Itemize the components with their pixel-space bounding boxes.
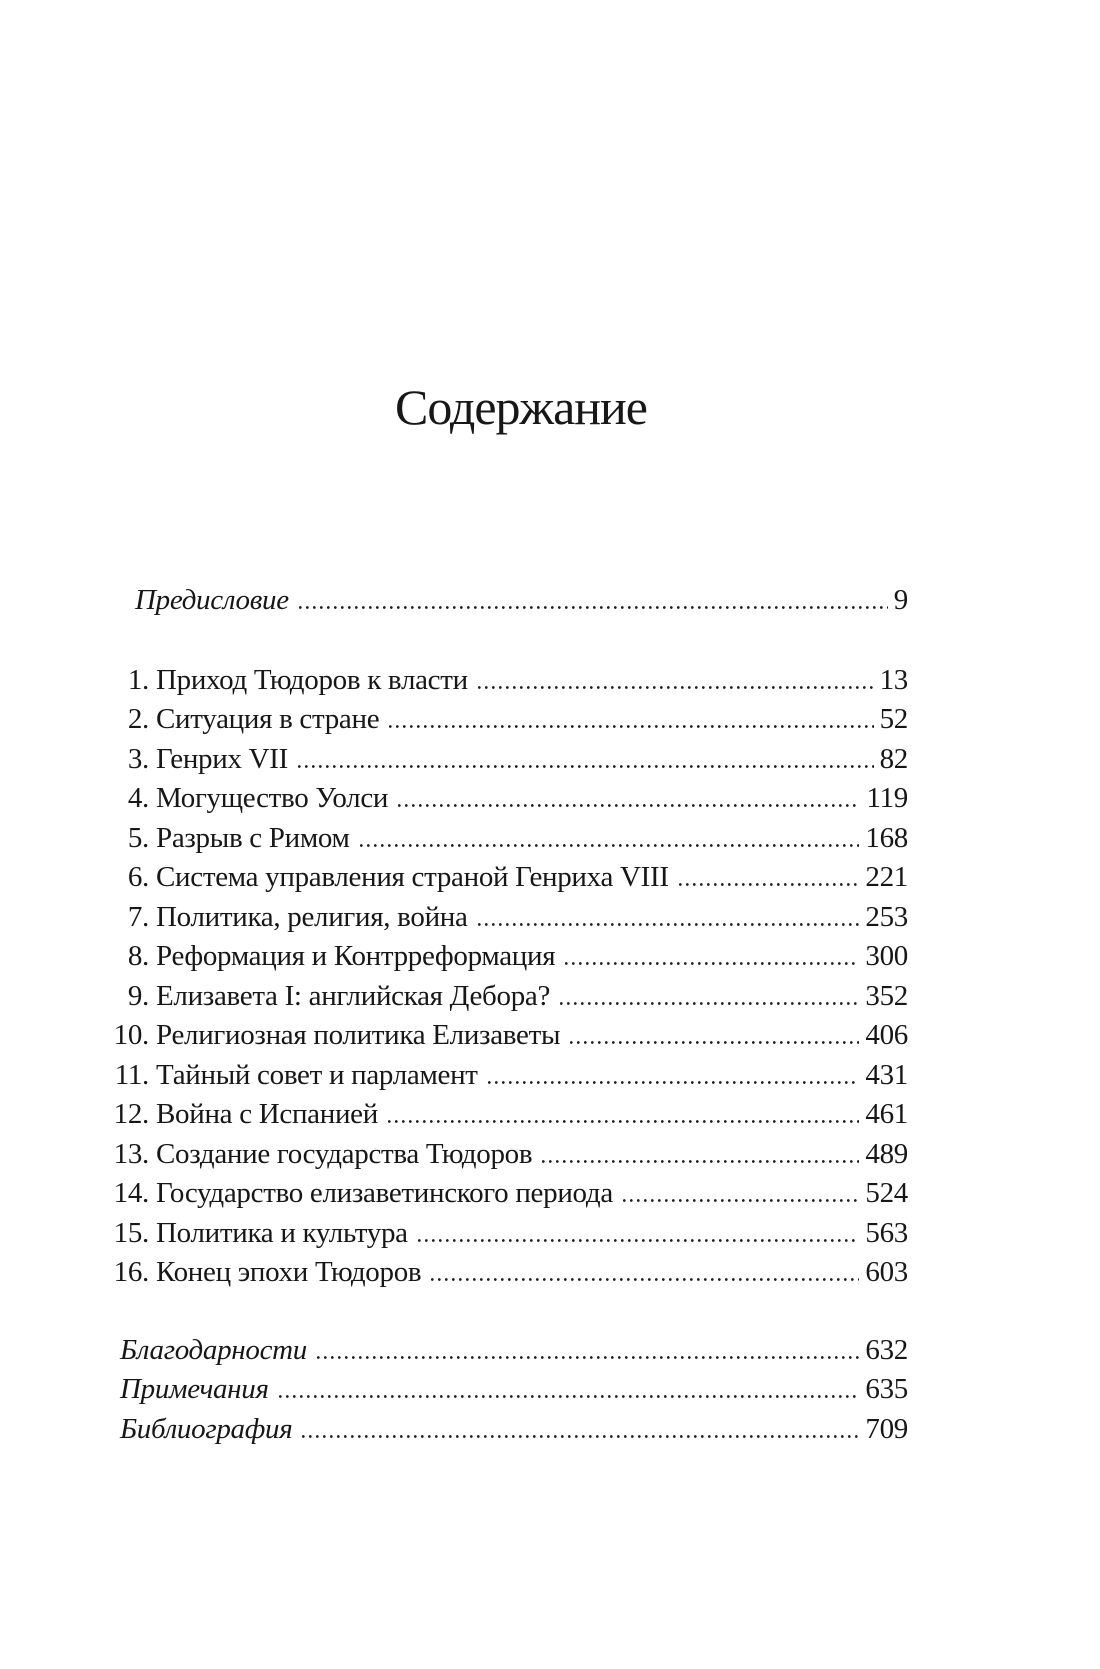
toc-entry: [112, 740, 908, 780]
dot-leader: [360, 844, 860, 847]
preface-section: [112, 581, 908, 621]
toc-entry: [112, 1135, 908, 1175]
toc-entry: [112, 1253, 908, 1293]
page-number: 82: [879, 742, 908, 775]
dot-leader: [299, 606, 888, 609]
page-number: 603: [865, 1256, 908, 1288]
toc-entry: [112, 819, 908, 859]
dot-leader: [570, 1041, 859, 1044]
chapter-number: 16.: [113, 1256, 149, 1288]
dot-leader: [560, 1002, 859, 1005]
entry-title: Могущество Уолси: [156, 782, 389, 814]
dot-leader: [478, 923, 860, 926]
toc-entry: [112, 977, 908, 1017]
entry-title: Примечания: [120, 1373, 269, 1405]
entry-title: Благодарности: [120, 1333, 308, 1366]
toc-entry: [112, 937, 908, 977]
page-number: 489: [865, 1137, 908, 1170]
entry-title: Религиозная политика Елизаветы: [156, 1019, 561, 1051]
page-number: 300: [865, 940, 908, 972]
entry-title: Генрих VII: [156, 742, 288, 775]
page-number: 709: [865, 1412, 908, 1445]
table-of-contents: [112, 581, 908, 1449]
dot-leader: [398, 804, 860, 807]
entry-title: Создание государства Тюдоров: [156, 1137, 533, 1170]
dot-leader: [317, 1356, 859, 1359]
page-number: 13: [879, 663, 908, 696]
toc-entry: [112, 1410, 908, 1450]
toc-entry: [112, 1056, 908, 1096]
dot-leader: [388, 1120, 859, 1123]
entry-title: Система управления страной Генриха VIII: [156, 861, 669, 893]
toc-entry: [112, 661, 908, 701]
dot-leader: [302, 1435, 859, 1438]
entry-title: Государство елизаветинского периода: [156, 1177, 613, 1209]
page-number: 632: [865, 1333, 908, 1366]
page-number: 221: [865, 861, 908, 893]
page-number: 563: [865, 1216, 908, 1249]
entry-title: Елизавета I: английская Дебора?: [156, 979, 551, 1012]
dot-leader: [279, 1395, 860, 1398]
dot-leader: [478, 686, 874, 689]
toc-entry: [112, 1214, 908, 1254]
entry-title: Тайный совет и парламент: [156, 1058, 478, 1091]
dot-leader: [679, 883, 860, 886]
page-number: 52: [879, 703, 908, 735]
chapter-number: 7.: [127, 900, 149, 933]
chapter-number: 2.: [127, 703, 149, 735]
page-number: 168: [865, 821, 908, 854]
chapter-number: 9.: [127, 979, 149, 1012]
entry-title: Конец эпохи Тюдоров: [156, 1256, 422, 1288]
chapter-number: 3.: [127, 742, 149, 775]
toc-entry: [112, 898, 908, 938]
dot-leader: [488, 1081, 860, 1084]
dot-leader: [623, 1199, 859, 1202]
toc-entry: [112, 1174, 908, 1214]
page-number: 431: [865, 1058, 908, 1091]
toc-entry: [112, 700, 908, 740]
page-number: 461: [865, 1098, 908, 1130]
dot-leader: [565, 962, 859, 965]
page-number: 119: [866, 782, 908, 814]
toc-entry: [112, 1370, 908, 1410]
chapter-number: 13.: [113, 1137, 149, 1170]
chapter-number: 5.: [127, 821, 149, 854]
back-matter-section: [112, 1331, 908, 1450]
entry-title: Библиография: [120, 1412, 293, 1445]
entry-title: Война с Испанией: [156, 1098, 378, 1130]
chapter-number: 10.: [113, 1019, 149, 1051]
toc-entry: [112, 779, 908, 819]
entry-title: Разрыв с Римом: [156, 821, 350, 854]
page-number: 253: [865, 900, 908, 933]
entry-title: Реформация и Контрреформация: [156, 940, 556, 972]
entry-title: Политика и культура: [156, 1216, 408, 1249]
chapter-number: 6.: [127, 861, 149, 893]
dot-leader: [431, 1278, 859, 1281]
entry-title: Политика, религия, война: [156, 900, 468, 933]
dot-leader: [418, 1239, 860, 1242]
dot-leader: [542, 1160, 859, 1163]
entry-title: Предисловие: [135, 584, 289, 616]
entry-title: Ситуация в стране: [156, 703, 380, 735]
chapter-number: 11.: [114, 1058, 149, 1091]
page-title: Содержание: [395, 379, 647, 435]
chapter-number: 1.: [127, 663, 149, 696]
page-number: 635: [865, 1373, 908, 1405]
chapters-section: [112, 661, 908, 1293]
dot-leader: [389, 725, 873, 728]
chapter-number: 15.: [113, 1216, 149, 1249]
toc-entry: [112, 1095, 908, 1135]
chapter-number: 14.: [113, 1177, 149, 1209]
toc-entry: [112, 581, 908, 621]
page-number: 406: [865, 1019, 908, 1051]
entry-title: Приход Тюдоров к власти: [156, 663, 468, 696]
toc-entry: [112, 1016, 908, 1056]
chapter-number: 4.: [127, 782, 149, 814]
toc-entry: [112, 1331, 908, 1371]
chapter-number: 12.: [113, 1098, 149, 1130]
page-number: 9: [893, 584, 908, 616]
toc-entry: [112, 858, 908, 898]
chapter-number: 8.: [127, 940, 149, 972]
page-number: 352: [865, 979, 908, 1012]
dot-leader: [298, 765, 874, 768]
page-number: 524: [865, 1177, 908, 1209]
